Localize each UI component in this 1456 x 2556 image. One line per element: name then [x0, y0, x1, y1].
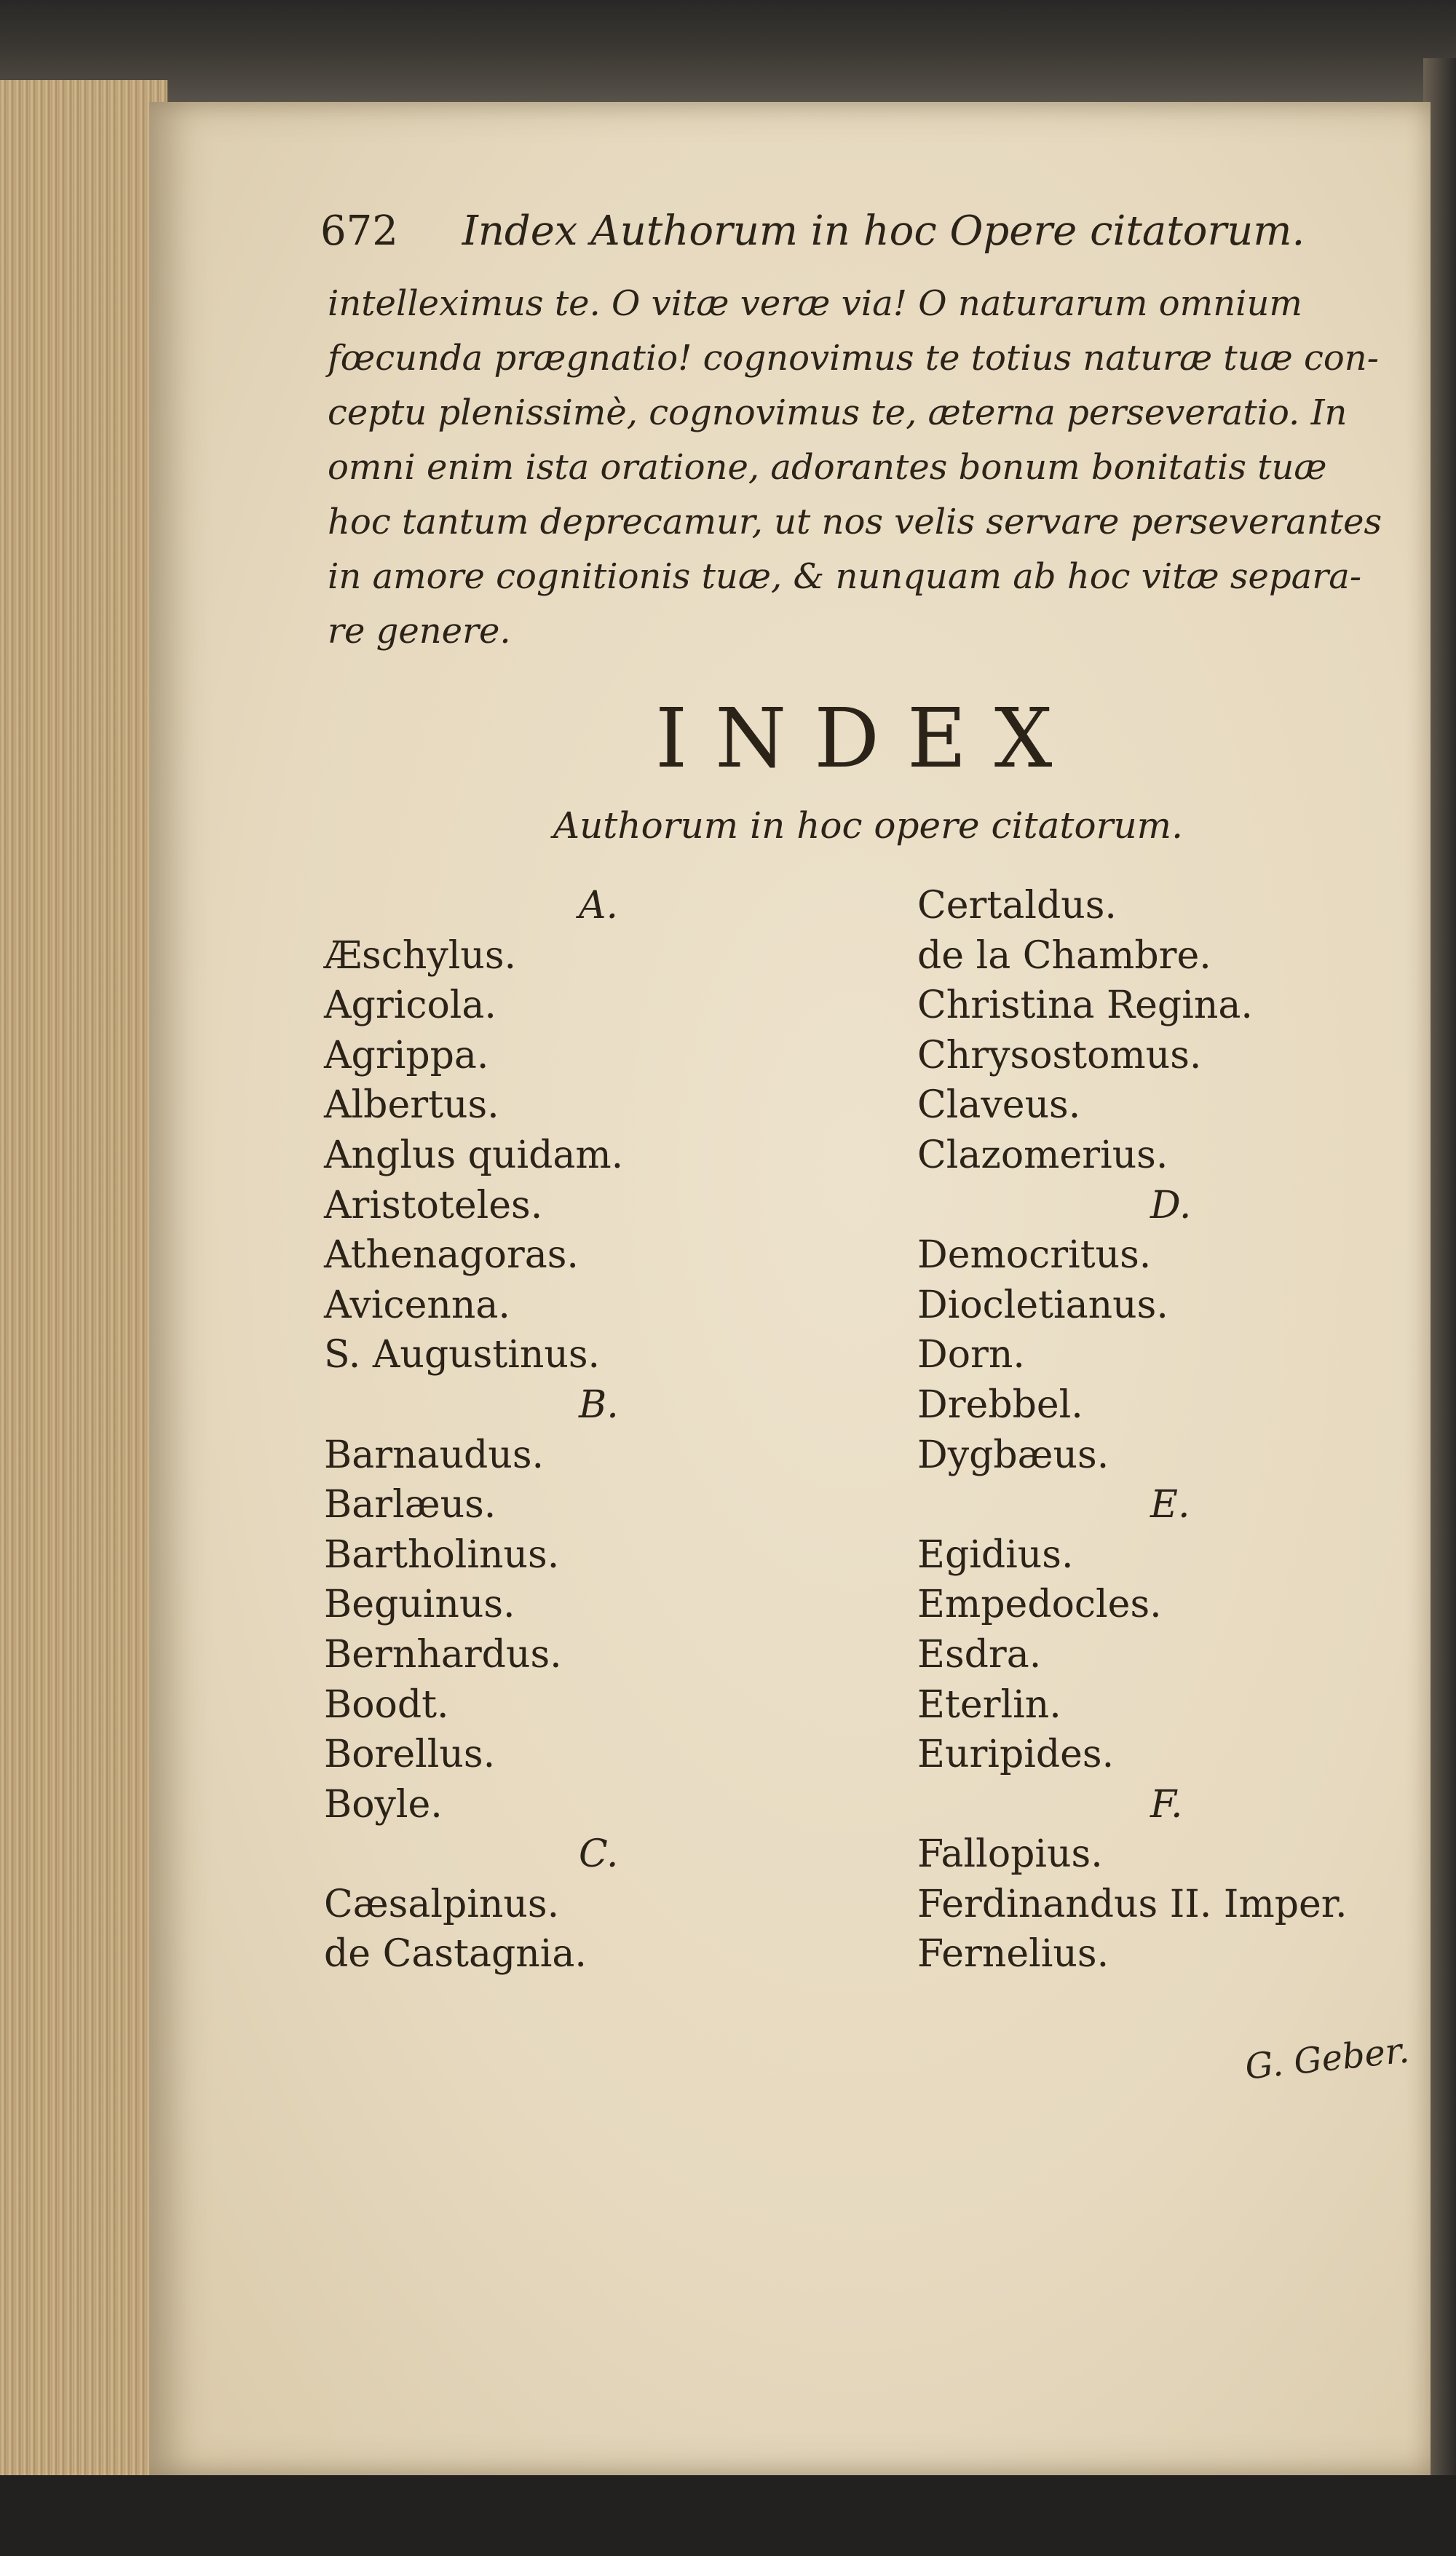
index-entry: Chrysostomus. [917, 1033, 1202, 1077]
index-entry: Albertus. [324, 1083, 499, 1128]
index-entry: Certaldus. [917, 884, 1117, 927]
index-column-right [917, 881, 1456, 1979]
index-column-left [324, 881, 877, 1979]
page-block-edge [0, 80, 167, 2504]
index-entry: Aristoteles. [324, 1183, 543, 1227]
index-entry: Fallopius. [917, 1832, 1103, 1877]
index-entry: Fernelius. [917, 1932, 1109, 1977]
index-letter-heading: B. [579, 1382, 619, 1427]
index-entry: Democritus. [917, 1233, 1152, 1278]
index-entry: S. Augustinus. [324, 1333, 601, 1377]
running-title: Index Authorum in hoc Opere citatorum. [462, 207, 1305, 255]
index-letter-heading: F. [1150, 1782, 1183, 1827]
prose-line: hoc tantum deprecamur, ut nos velis servare perseverantes [328, 502, 1382, 542]
book-top-edge [0, 0, 1456, 109]
running-header [320, 207, 1305, 255]
index-entry: Ferdinandus II. Imper. [917, 1882, 1348, 1926]
index-entry: Christina Regina. [917, 984, 1253, 1028]
background-bottom [0, 2475, 1456, 2556]
index-entry: Athenagoras. [324, 1233, 579, 1278]
index-entry: Cæsalpinus. [324, 1882, 560, 1926]
index-entry: Eterlin. [917, 1682, 1061, 1727]
prose-line: intelleximus te. O vitæ veræ via! O naturarum omnium [328, 283, 1302, 324]
prose-line: in amore cognitionis tuæ, & nunquam ab hoc vitæ separa- [328, 556, 1362, 597]
index-entry: Bernhardus. [324, 1632, 562, 1677]
index-entry: Avicenna. [324, 1283, 510, 1327]
page-number: 672 [320, 207, 398, 255]
index-entry: Bartholinus. [324, 1532, 560, 1577]
index-letter-heading: C. [579, 1832, 619, 1877]
index-entry: Barnaudus. [324, 1433, 545, 1477]
index-entry: Empedocles. [917, 1583, 1162, 1627]
index-entry: Dorn. [917, 1333, 1025, 1377]
index-entry: Esdra. [917, 1632, 1042, 1677]
prose-line: re genere. [328, 611, 511, 652]
index-entry: Diocletianus. [917, 1283, 1168, 1327]
index-letter-heading: D. [1150, 1183, 1192, 1227]
index-title: INDEX [655, 692, 1080, 786]
index-entry: Egidius. [917, 1532, 1074, 1577]
index-entry: Clazomerius. [917, 1133, 1168, 1177]
index-entry: de Castagnia. [324, 1932, 587, 1977]
index-entry: Euripides. [917, 1733, 1115, 1777]
index-entry: de la Chambre. [917, 933, 1211, 978]
index-entry: Borellus. [324, 1733, 496, 1777]
index-entry: Claveus. [917, 1083, 1081, 1128]
prose-line: ceptu plenissimè, cognovimus te, æterna perseveratio. In [328, 392, 1348, 433]
index-letter-heading: E. [1150, 1483, 1190, 1527]
index-letter-heading: A. [579, 884, 619, 927]
prose-block [328, 277, 1405, 659]
index-entry: Dygbæus. [917, 1433, 1109, 1477]
index-entry: Anglus quidam. [324, 1133, 624, 1177]
index-entry: Boyle. [324, 1782, 443, 1827]
index-entry: Boodt. [324, 1682, 449, 1727]
index-entry: Agrippa. [324, 1033, 489, 1077]
catchword: G. Geber. [1243, 2030, 1412, 2088]
index-subtitle: Authorum in hoc opere citatorum. [553, 804, 1183, 847]
index-entry: Æschylus. [324, 933, 517, 978]
index-entry: Drebbel. [917, 1382, 1083, 1427]
index-entry: Beguinus. [324, 1583, 515, 1627]
index-entry: Agricola. [324, 984, 496, 1028]
prose-line: omni enim ista oratione, adorantes bonum bonitatis tuæ [328, 447, 1327, 488]
prose-line: fœcunda prægnatio! cognovimus te totius naturæ tuæ con- [328, 338, 1379, 379]
index-entry: Barlæus. [324, 1483, 496, 1527]
